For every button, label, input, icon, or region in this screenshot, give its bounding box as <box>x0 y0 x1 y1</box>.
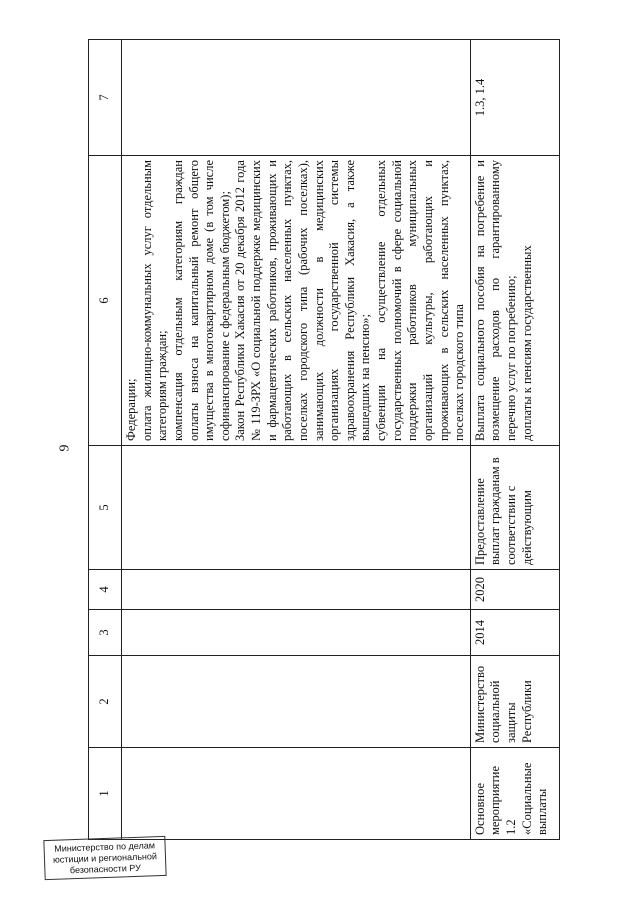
program-table <box>88 39 560 840</box>
header-cell-5: 5 <box>89 446 122 570</box>
header-row <box>89 40 122 840</box>
table-row-continuation <box>122 40 471 840</box>
row2-col2: Министерство социальной защиты Республики <box>470 656 559 748</box>
row1-col7 <box>122 40 471 156</box>
stamp-line: безопасности РУ <box>69 862 141 875</box>
row1-col6-line: Закон Республики Хакасия от 20 декабря 2012 года № 119-ЗРХ «О социальной поддержке медицинских и фармацевтических работников, проживающих и работающих в сельских населенных пунктах, поселках городского типа (рабочих поселках), занимающих должности в медицинских организациях государственной системы здравоохранения Республики Хакасия, а также вышедших на пенсию»; <box>233 160 373 441</box>
row2-col3: 2014 <box>470 610 559 656</box>
header-cell-3: 3 <box>89 610 122 656</box>
row2-col1: Основное мероприятие 1.2 «Социальные выплаты <box>470 748 559 840</box>
row1-col6 <box>122 156 471 446</box>
header-cell-4: 4 <box>89 570 122 610</box>
row2-col7: 1.3, 1.4 <box>470 40 559 156</box>
registration-stamp <box>43 836 166 881</box>
row1-col5 <box>122 446 471 570</box>
header-cell-2: 2 <box>89 656 122 748</box>
row1-col6-line: оплата жилищно-коммунальных услуг отдельным категориям граждан; <box>139 160 170 441</box>
row2-col6 <box>470 156 559 446</box>
program-table-frame <box>88 40 560 840</box>
row2-col6-line: Выплата социального пособия на погребение и возмещение расходов по гарантированному перечню услуг по погребению; <box>472 160 518 441</box>
row2-col6-line: доплаты к пенсиям государственных <box>519 245 534 441</box>
table-row-basic-measure <box>470 40 559 840</box>
page-number: 9 <box>57 444 73 452</box>
stamp-line: Министерство по делам <box>54 840 156 854</box>
stamp-line: юстиции и региональной <box>52 850 158 865</box>
row1-col6-line: компенсация отдельным категориям граждан оплаты взноса на капитальный ремонт общего имущества в многоквартирном доме (в том числе софинансирование с федеральным бюджетом); <box>170 160 232 441</box>
row1-col6-line: Федерации; <box>124 378 138 441</box>
header-cell-6: 6 <box>89 156 122 446</box>
header-cell-1: 1 <box>89 748 122 840</box>
header-cell-7: 7 <box>89 40 122 156</box>
row1-col4 <box>122 570 471 610</box>
row1-col3 <box>122 610 471 656</box>
row2-col5: Предоставление выплат гражданам в соответствии с действующим <box>470 446 559 570</box>
row2-col4: 2020 <box>470 570 559 610</box>
row1-col1 <box>122 748 471 840</box>
row1-col6-line: субвенции на осуществление отдельных государственных полномочий в сфере социальной поддержки работников муниципальных организаций культуры, работающих и проживающих в сельских населенных пунктах, поселках городского типа <box>374 160 467 441</box>
row1-col2 <box>122 656 471 748</box>
